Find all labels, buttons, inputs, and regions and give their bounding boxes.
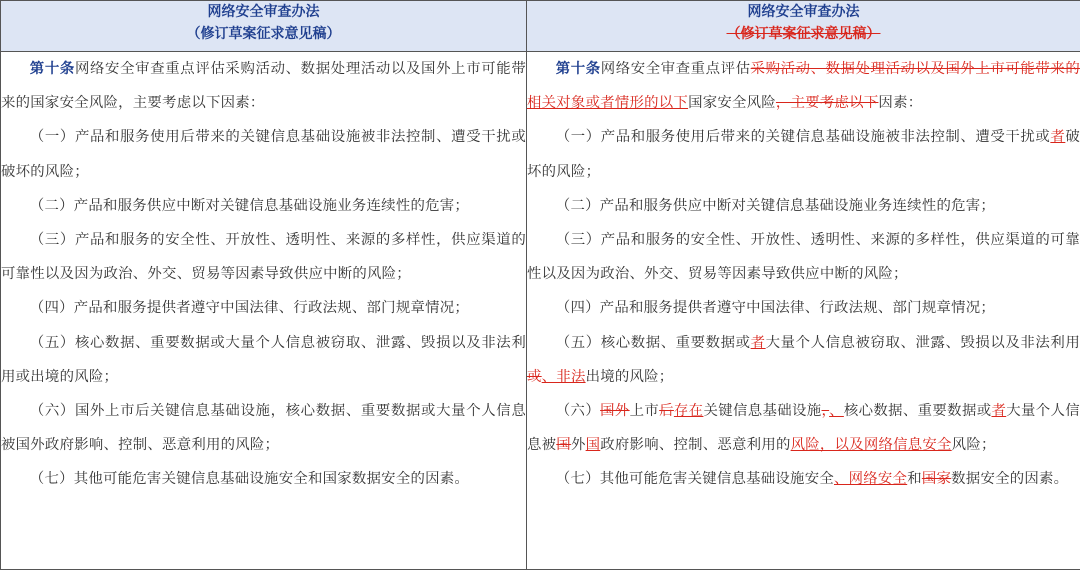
deleted-text: 国 (556, 437, 571, 454)
left-item-7: （七）其他可能危害关键信息基础设施安全和国家数据安全的因素。 (29, 471, 470, 488)
right-column-header (527, 1, 1080, 52)
right-item-1: （一）产品和服务使用后带来的关键信息基础设施被非法控制、遭受干扰或者破坏的风险； (527, 129, 1080, 180)
header-row (1, 1, 1080, 52)
deleted-text: 国外 (600, 403, 630, 420)
left-article-intro: 第十条网络安全审查重点评估采购活动、数据处理活动以及国外上市可能带来的国家安全风险，主要考虑以下因素： (1, 61, 526, 112)
inserted-text: 、 (829, 403, 844, 420)
right-item-2: （二）产品和服务供应中断对关键信息基础设施业务连续性的危害； (555, 197, 996, 214)
right-item-3: （三）产品和服务的安全性、开放性、透明性、来源的多样性，供应渠道的可靠性以及因为政治、外交、贸易等因素导致供应中断的风险； (527, 232, 1080, 283)
left-item-3: （三）产品和服务的安全性、开放性、透明性、来源的多样性，供应渠道的可靠性以及因为政治、外交、贸易等因素导致供应中断的风险； (1, 232, 526, 283)
deleted-text: ， (821, 403, 830, 420)
right-item-7: （七）其他可能危害关键信息基础设施安全、网络安全和国家数据安全的因素。 (555, 471, 1069, 488)
deleted-text: 或 (527, 368, 542, 385)
inserted-text: 者 (750, 334, 766, 351)
left-item-2: （二）产品和服务供应中断对关键信息基础设施业务连续性的危害； (29, 197, 470, 214)
right-subtitle-deleted: （修订草案征求意见稿） (726, 26, 881, 42)
inserted-text: 风险，以及网络信息安全 (790, 437, 952, 454)
right-item-5: （五）核心数据、重要数据或者大量个人信息被窃取、泄露、毁损以及非法利用或、非法出境的风险； (527, 334, 1080, 385)
right-column-text (527, 52, 1080, 570)
deleted-text: 后 (659, 403, 674, 420)
deleted-text: 采购活动、数据处理活动以及国外上市可能带来的 (750, 61, 1080, 77)
left-item-1: （一）产品和服务使用后带来的关键信息基础设施被非法控制、遭受干扰或破坏的风险； (1, 129, 526, 180)
inserted-text: 者 (1050, 129, 1066, 146)
deleted-text: 国家 (921, 471, 952, 488)
right-article-intro: 第十条网络安全审查重点评估采购活动、数据处理活动以及国外上市可能带来的相关对象或者情形的以下国家安全风险，主要考虑以下因素： (527, 61, 1080, 112)
left-item-4: （四）产品和服务提供者遵守中国法律、行政法规、部门规章情况； (29, 300, 470, 317)
inserted-text: 国 (585, 437, 601, 454)
deleted-text: ，主要考虑以下 (775, 95, 879, 112)
left-subtitle: （修订草案征求意见稿） (186, 26, 341, 42)
left-column-header (1, 1, 527, 52)
right-title: 网络安全审查办法 (747, 4, 860, 20)
left-item-6: （六）国外上市后关键信息基础设施，核心数据、重要数据或大量个人信息被国外政府影响、控制、恶意利用的风险； (1, 403, 526, 454)
inserted-text: 、非法 (541, 368, 586, 385)
right-item-6: （六）国外上市后存在关键信息基础设施，、核心数据、重要数据或者大量个人信息被国外国政府影响、控制、恶意利用的风险，以及网络信息安全风险； (527, 403, 1080, 454)
inserted-text: 、网络安全 (833, 471, 908, 488)
inserted-text: 相关对象或者情形的以下 (527, 95, 689, 112)
inserted-text: 存在 (673, 403, 704, 420)
right-item-4: （四）产品和服务提供者遵守中国法律、行政法规、部门规章情况； (555, 300, 996, 317)
body-row (1, 52, 1080, 570)
article-label: 第十条 (555, 61, 601, 77)
left-column-text (1, 52, 527, 570)
article-label: 第十条 (29, 61, 75, 77)
left-item-5: （五）核心数据、重要数据或大量个人信息被窃取、泄露、毁损以及非法利用或出境的风险； (1, 334, 526, 385)
inserted-text: 者 (991, 403, 1007, 420)
left-title: 网络安全审查办法 (207, 4, 320, 20)
